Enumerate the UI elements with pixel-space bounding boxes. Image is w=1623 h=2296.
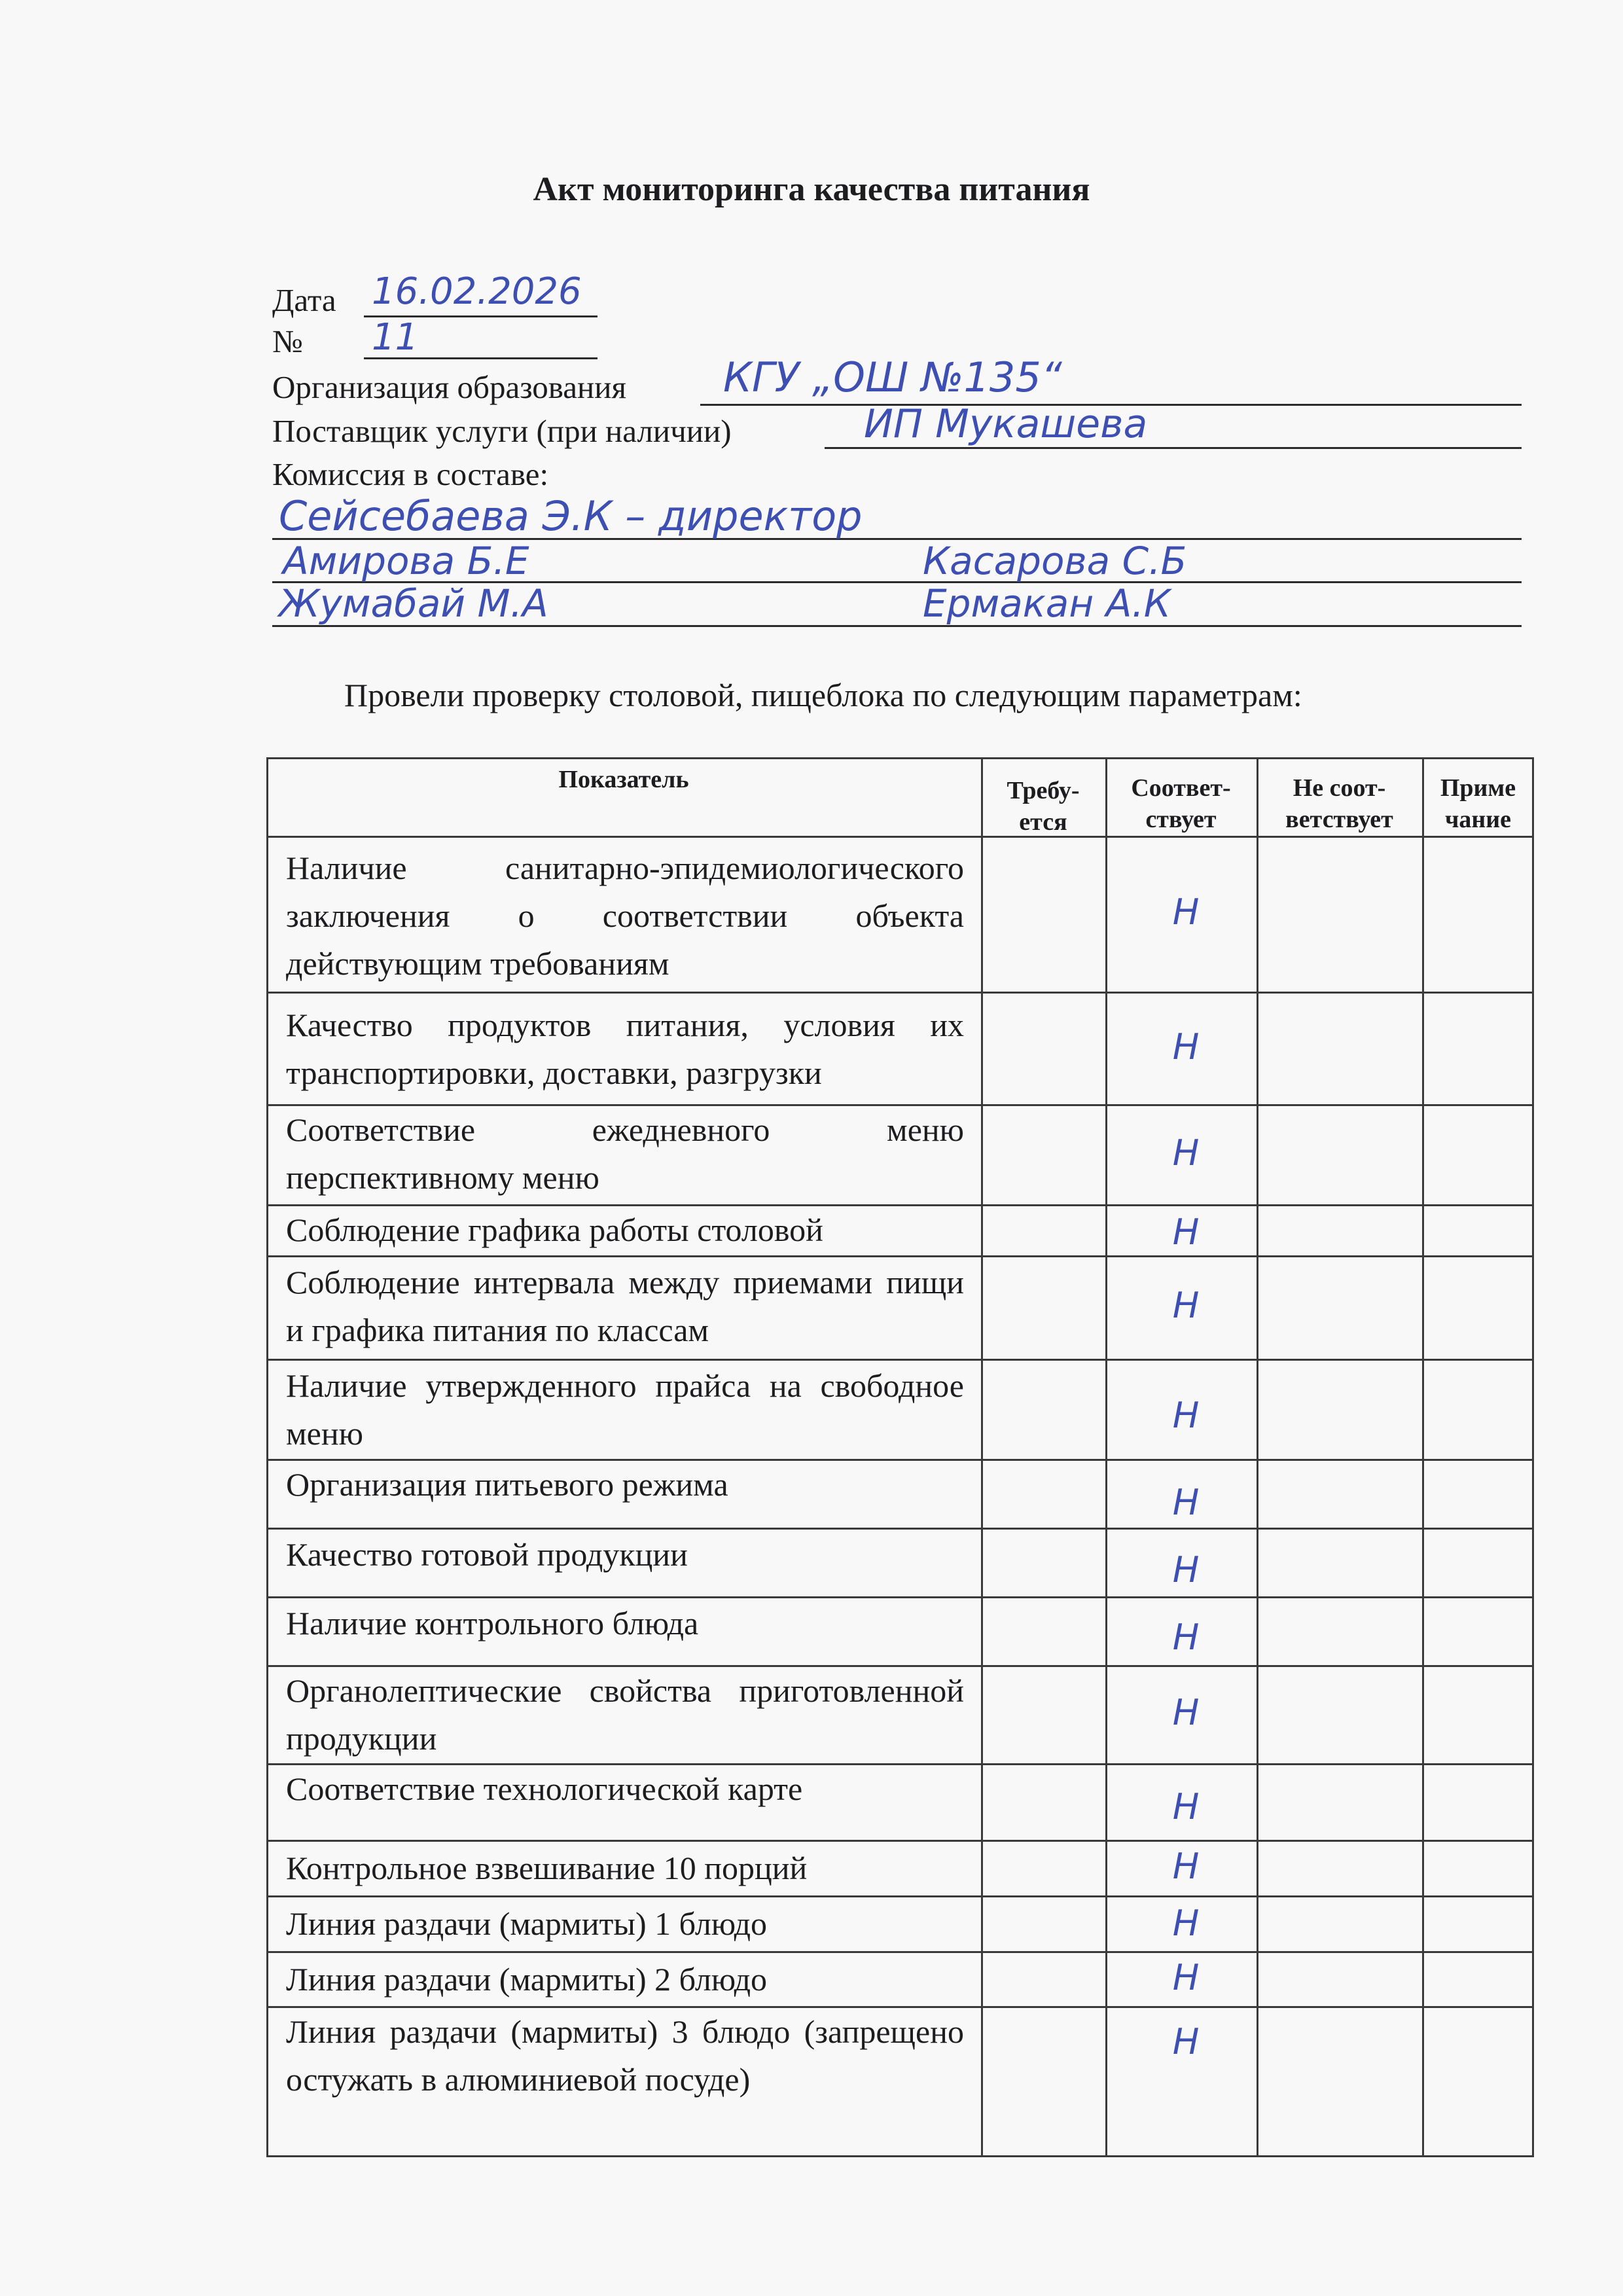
header-required: Требу- ется xyxy=(1007,777,1080,836)
header-complies: Соответ- ствует xyxy=(1131,774,1231,833)
table-header-row xyxy=(266,757,1534,836)
header-note: Приме чание xyxy=(1440,774,1516,833)
indicator-text: Организация питьевого режима xyxy=(286,1466,728,1503)
table-row xyxy=(266,1359,1534,1459)
table-row xyxy=(266,1204,1534,1255)
complies-mark: Н xyxy=(1172,1211,1200,1253)
indicator-text: Линия раздачи (мармиты) 1 блюдо xyxy=(286,1905,768,1942)
intro-text: Провели проверку столовой, пищеблока по следующим параметрам: xyxy=(344,677,1302,713)
table-row xyxy=(266,1255,1534,1359)
column-divider-required xyxy=(981,757,983,2157)
table-border-right xyxy=(1532,757,1534,2157)
supplier-value: ИП Мукашева xyxy=(864,401,1148,447)
header-indicator: Показатель xyxy=(558,766,689,793)
organization-value: КГУ „ОШ №135“ xyxy=(723,353,1062,401)
header-not-complies: Не соот- ветствует xyxy=(1285,774,1393,833)
commission-member-1: Сейсебаева Э.К – директор xyxy=(279,492,863,540)
table-row xyxy=(266,992,1534,1104)
indicator-text: Контрольное взвешивание 10 порций xyxy=(286,1850,808,1886)
complies-mark: Н xyxy=(1172,1692,1200,1733)
table-row xyxy=(266,1459,1534,1528)
table-row xyxy=(266,1104,1534,1204)
organization-label: Организация образования xyxy=(272,369,626,405)
indicator-text: Качество готовой продукции xyxy=(286,1536,688,1573)
complies-mark: Н xyxy=(1172,1482,1200,1523)
commission-member-3: Касарова С.Б xyxy=(923,539,1187,583)
number-value: 11 xyxy=(372,316,419,359)
commission-member-4: Жумабай М.А xyxy=(279,581,548,626)
complies-mark: Н xyxy=(1172,1549,1200,1590)
indicator-text: Наличие контрольного блюда xyxy=(286,1605,699,1641)
indicator-text: Качество продуктов питания, условия их транспортировки, доставки, разгрузки xyxy=(286,1007,964,1091)
complies-mark: Н xyxy=(1172,1132,1200,1174)
table-row xyxy=(266,2006,1534,2157)
number-label: № xyxy=(272,323,303,359)
indicator-text: Соответствие ежедневного меню перспективному меню xyxy=(286,1111,964,1196)
column-divider-not-complies xyxy=(1257,757,1258,2157)
complies-mark: Н xyxy=(1172,1395,1200,1436)
commission-member-5: Ермакан А.К xyxy=(923,581,1171,626)
complies-mark: Н xyxy=(1172,891,1200,933)
indicator-text: Соблюдение графика работы столовой xyxy=(286,1211,823,1248)
table-row xyxy=(266,1665,1534,1763)
table-row xyxy=(266,1596,1534,1665)
date-value: 16.02.2026 xyxy=(372,270,582,313)
complies-mark: Н xyxy=(1172,1285,1200,1326)
complies-mark: Н xyxy=(1172,1026,1200,1067)
table-row xyxy=(266,1840,1534,1895)
indicator-text: Органолептические свойства приготовленной продукции xyxy=(286,1672,964,1757)
commission-label: Комиссия в составе: xyxy=(272,456,549,492)
complies-mark: Н xyxy=(1172,1846,1200,1887)
table-row xyxy=(266,1895,1534,1951)
table-row xyxy=(266,1763,1534,1840)
column-divider-note xyxy=(1422,757,1424,2157)
document-title: Акт мониторинга качества питания xyxy=(533,171,1090,208)
complies-mark: Н xyxy=(1172,1903,1200,1944)
column-divider-complies xyxy=(1105,757,1107,2157)
table-row xyxy=(266,836,1534,992)
complies-mark: Н xyxy=(1172,1617,1200,1658)
table-row xyxy=(266,1951,1534,2006)
table-row xyxy=(266,1528,1534,1596)
supplier-label: Поставщик услуги (при наличии) xyxy=(272,413,732,449)
indicator-text: Наличие санитарно-эпидемиологического заключения о соответствии объекта действующим требованиям xyxy=(286,850,964,982)
complies-mark: Н xyxy=(1172,2021,1200,2062)
indicator-text: Соответствие технологической карте xyxy=(286,1770,803,1807)
complies-mark: Н xyxy=(1172,1957,1200,1998)
indicator-text: Соблюдение интервала между приемами пищи и графика питания по классам xyxy=(286,1264,964,1348)
supplier-underline xyxy=(825,447,1522,449)
complies-mark: Н xyxy=(1172,1786,1200,1827)
indicator-text: Наличие утвержденного прайса на свободное меню xyxy=(286,1367,964,1452)
indicator-text: Линия раздачи (мармиты) 3 блюдо (запрещено остужать в алюминиевой посуде) xyxy=(286,2013,964,2098)
date-label: Дата xyxy=(272,282,336,318)
commission-member-2: Амирова Б.Е xyxy=(283,539,529,583)
indicator-text: Линия раздачи (мармиты) 2 блюдо xyxy=(286,1961,768,1998)
table-border-left xyxy=(266,757,268,2157)
